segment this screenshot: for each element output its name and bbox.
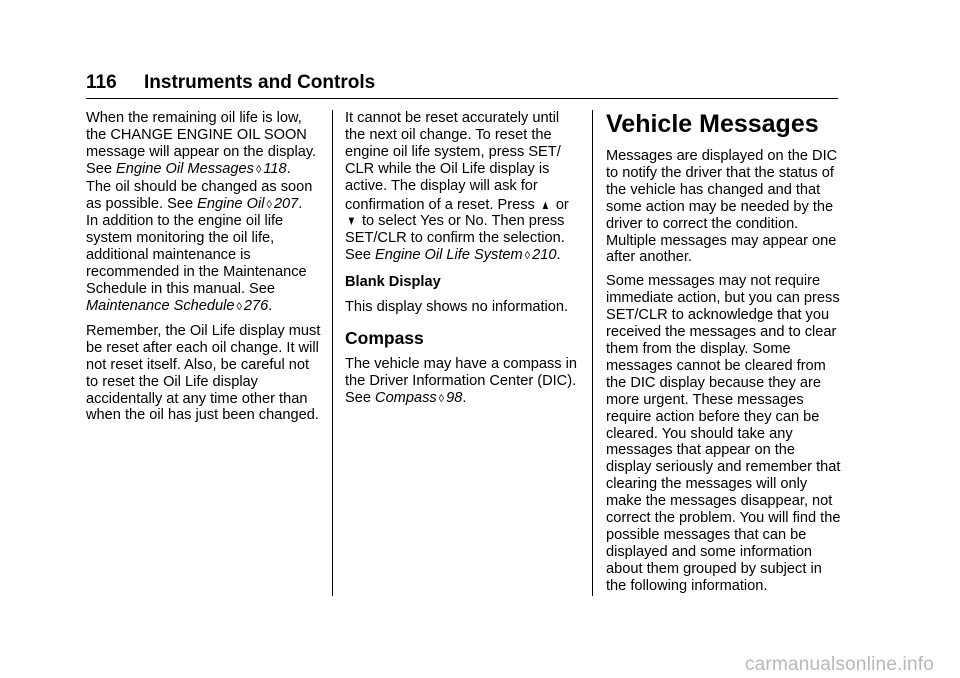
page-reference-icon: ◊: [438, 392, 445, 405]
text-line: some action may be needed by the: [606, 198, 834, 215]
cross-reference-link[interactable]: Compass: [375, 389, 437, 406]
text-line: to notify the driver that the status of: [606, 164, 834, 181]
page-reference-icon: ◊: [266, 198, 272, 211]
cross-reference-link[interactable]: Maintenance Schedule: [86, 297, 235, 314]
text-line: the next oil change. To reset the: [345, 126, 552, 143]
column-2: [345, 110, 585, 415]
up-arrow-button-icon: ▲: [540, 196, 550, 212]
page-number: 116: [86, 72, 117, 93]
compass-paragraph: [345, 356, 585, 408]
text-line: require action before they can be: [606, 408, 820, 425]
page-reference-number[interactable]: 98: [446, 389, 463, 406]
reset-instructions-paragraph: It cannot be reset accurately until the next oil change. To reset the engine oil life system, press SET/ CLR while the Oil Life display is active. The display will ask for confirmation of a reset. Press ▲ or ▼ to select Yes or No. Then press SET/CLR to confirm the selection. See Engine Oil Life System ◊ 210.: [345, 110, 585, 265]
blank-display-text: This display shows no information.: [345, 299, 569, 316]
cross-reference-link[interactable]: Engine Oil Messages: [116, 160, 254, 177]
watermark: carmanualsonline.info: [744, 654, 934, 675]
text-line: system monitoring the oil life,: [86, 230, 275, 247]
text-line: display seriously and remember that: [606, 459, 841, 476]
vehicle-messages-paragraph-2: [606, 273, 842, 594]
text-line: The vehicle may have a compass in: [345, 355, 577, 372]
text-line: message will appear on the display.: [86, 143, 317, 160]
text-line: engine oil life system, press SET/: [345, 143, 561, 160]
text-line: accidentally at any time other than: [86, 390, 308, 407]
xref-suffix: .: [298, 195, 303, 212]
text-line: after another.: [606, 249, 693, 266]
xref-line: [86, 161, 326, 179]
text-line: correct the problem. You will find the: [606, 510, 841, 527]
xref-suffix: .: [268, 297, 273, 314]
page-reference-icon: ◊: [236, 300, 242, 313]
text-line: them from the display. Some: [606, 340, 791, 357]
blank-display-heading: Blank Display: [345, 274, 441, 291]
oil-life-reset-paragraph: [86, 323, 326, 424]
column-1: [86, 110, 326, 431]
text-line: clearing the messages will only: [606, 476, 808, 493]
column-divider-2: [592, 110, 593, 596]
column-divider-1: [332, 110, 333, 596]
xref-suffix: .: [556, 247, 561, 264]
column-3: [606, 110, 842, 602]
cross-reference-link[interactable]: Engine Oil Life System: [375, 247, 523, 264]
page-reference-number[interactable]: 207: [273, 195, 299, 212]
xref-suffix: .: [286, 160, 291, 177]
text-line: driver to correct the condition.: [606, 215, 799, 232]
xref-prefix: as possible. See: [86, 195, 198, 212]
xref-line: [345, 390, 585, 408]
text-line: When the remaining oil life is low,: [86, 110, 302, 126]
section-title: Instruments and Controls: [144, 72, 376, 93]
text-line: more urgent. These messages: [606, 391, 804, 408]
text-line: make the messages disappear, not: [606, 493, 833, 510]
text-line: about them grouped by subject in: [606, 560, 822, 577]
text-line: the following information.: [606, 577, 768, 594]
text-line: the DIC display because they are: [606, 374, 821, 391]
text-line: messages that appear on the: [606, 442, 796, 459]
page-reference-icon: ◊: [255, 163, 262, 176]
text-line: active. The display will ask for: [345, 177, 538, 194]
text-line: Remember, the Oil Life display must: [86, 322, 321, 339]
text-line: displayed and some information: [606, 543, 813, 560]
page-reference-icon: ◊: [524, 250, 531, 263]
text-line: immediate action, but you can press: [606, 290, 840, 307]
text-line: the Driver Information Center (DIC).: [345, 372, 577, 389]
xref-prefix: See: [86, 160, 117, 177]
xref-line: [86, 298, 326, 316]
page-header: [86, 68, 838, 99]
xref-suffix: .: [462, 389, 467, 406]
text-line: SET/CLR to acknowledge that you: [606, 307, 830, 324]
text-line: additional maintenance is: [86, 247, 251, 264]
text-line: be reset after each oil change. It will: [86, 339, 319, 356]
text-line: received the messages and to clear: [606, 324, 837, 341]
text-line: messages cannot be cleared from: [606, 357, 826, 374]
vehicle-messages-paragraph-1: [606, 148, 842, 266]
xref-prefix: See: [345, 247, 376, 264]
compass-heading: Compass: [345, 327, 424, 348]
text-line: not reset itself. Also, be careful not: [86, 356, 310, 373]
down-arrow-button-icon: ▼: [346, 213, 356, 229]
text-line: In addition to the engine oil life: [86, 213, 284, 230]
text-line: possible messages that can be: [606, 526, 807, 543]
text-line: the vehicle has changed and that: [606, 181, 821, 198]
text-line: to reset the Oil Life display: [86, 373, 258, 390]
text-line: Messages are displayed on the DIC: [606, 148, 838, 164]
text-line: cleared. You should take any: [606, 425, 793, 442]
text-line: Multiple messages may appear one: [606, 232, 837, 249]
xref-line: [345, 247, 585, 265]
text-line: Schedule in this manual. See: [86, 281, 276, 298]
xref-prefix: See: [345, 389, 376, 406]
page-reference-number[interactable]: 210: [532, 247, 557, 264]
page-reference-number[interactable]: 118: [263, 160, 287, 177]
text-line: CLR while the Oil Life display is: [345, 160, 550, 177]
text-line: recommended in the Maintenance: [86, 264, 307, 281]
text-line: Some messages may not require: [606, 273, 821, 290]
vehicle-messages-heading: Vehicle Messages: [606, 110, 819, 138]
text-line: when the oil has just been changed.: [86, 407, 319, 424]
text-line: It cannot be reset accurately until: [345, 110, 560, 126]
text-line: The oil should be changed as soon: [86, 178, 313, 195]
oil-life-low-paragraph: [86, 110, 326, 316]
cross-reference-link[interactable]: Engine Oil: [197, 195, 265, 212]
page-reference-number[interactable]: 276: [243, 297, 269, 314]
xref-line: [86, 196, 326, 214]
text-line: the CHANGE ENGINE OIL SOON: [86, 126, 307, 143]
